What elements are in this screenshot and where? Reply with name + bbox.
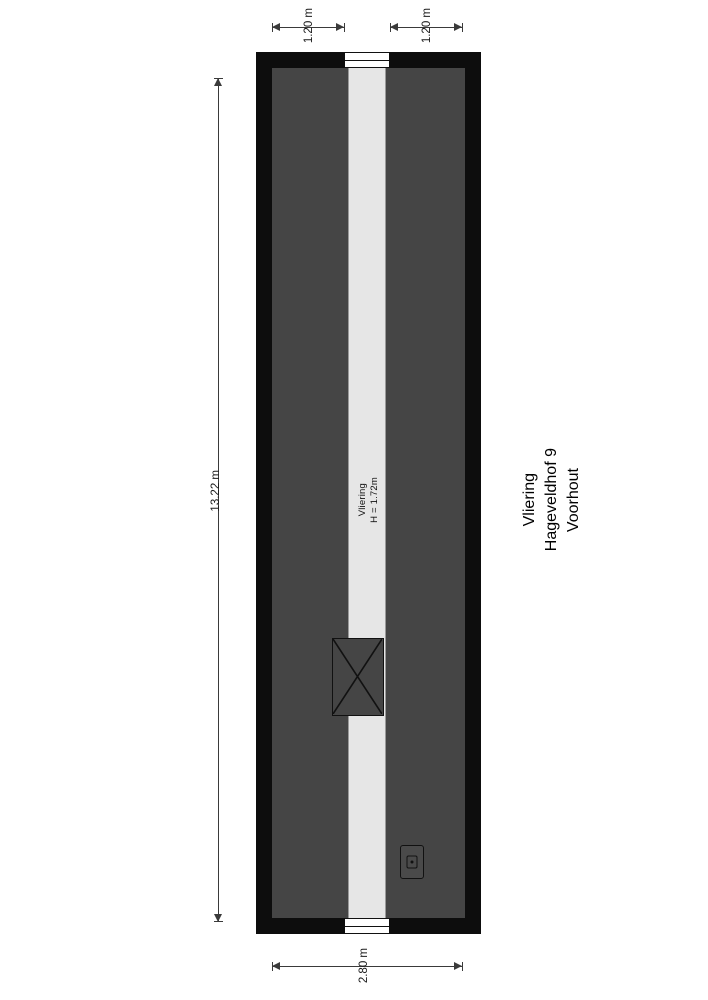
dimension-arrow-right-bottom (454, 962, 462, 970)
room-height: H = 1.72m (368, 477, 380, 523)
boiler-unit-icon (400, 845, 424, 879)
dimension-arrow-up-left (214, 78, 222, 86)
dimension-arrow-left-top-right (390, 23, 398, 31)
dimension-label-bottom: 2.80 m (358, 948, 370, 984)
dimension-tick-top-left-end (344, 23, 345, 32)
dimension-label-top-left: 1.20 m (303, 8, 315, 44)
title-block (520, 380, 584, 620)
dimension-arrow-left-top-left (272, 23, 280, 31)
title-line-2: Hageveldhof 9 (543, 448, 560, 552)
boiler-dot (411, 861, 414, 864)
dimension-tick-bottom-end (462, 962, 463, 971)
dimension-arrow-left-bottom (272, 962, 280, 970)
window-pane-line (345, 926, 389, 927)
title-line-1: Vliering (521, 473, 538, 527)
dimension-label-left: 13.22 m (210, 470, 222, 512)
stair-hatch-icon (332, 638, 384, 716)
dimension-arrow-right-top-right (454, 23, 462, 31)
room-name: Vliering (356, 483, 368, 517)
hatch-cross-lines (333, 639, 382, 714)
room-label (340, 440, 396, 560)
roof-window-icon-bottom (345, 918, 389, 934)
dimension-label-top-right: 1.20 m (421, 8, 433, 44)
dimension-arrow-right-top-left (336, 23, 344, 31)
roof-window-icon-top (345, 52, 389, 68)
dimension-arrow-down-left (214, 914, 222, 922)
title-line-3: Voorhout (565, 467, 582, 533)
window-pane-line (345, 60, 389, 61)
dimension-tick-top-right-end (462, 23, 463, 32)
